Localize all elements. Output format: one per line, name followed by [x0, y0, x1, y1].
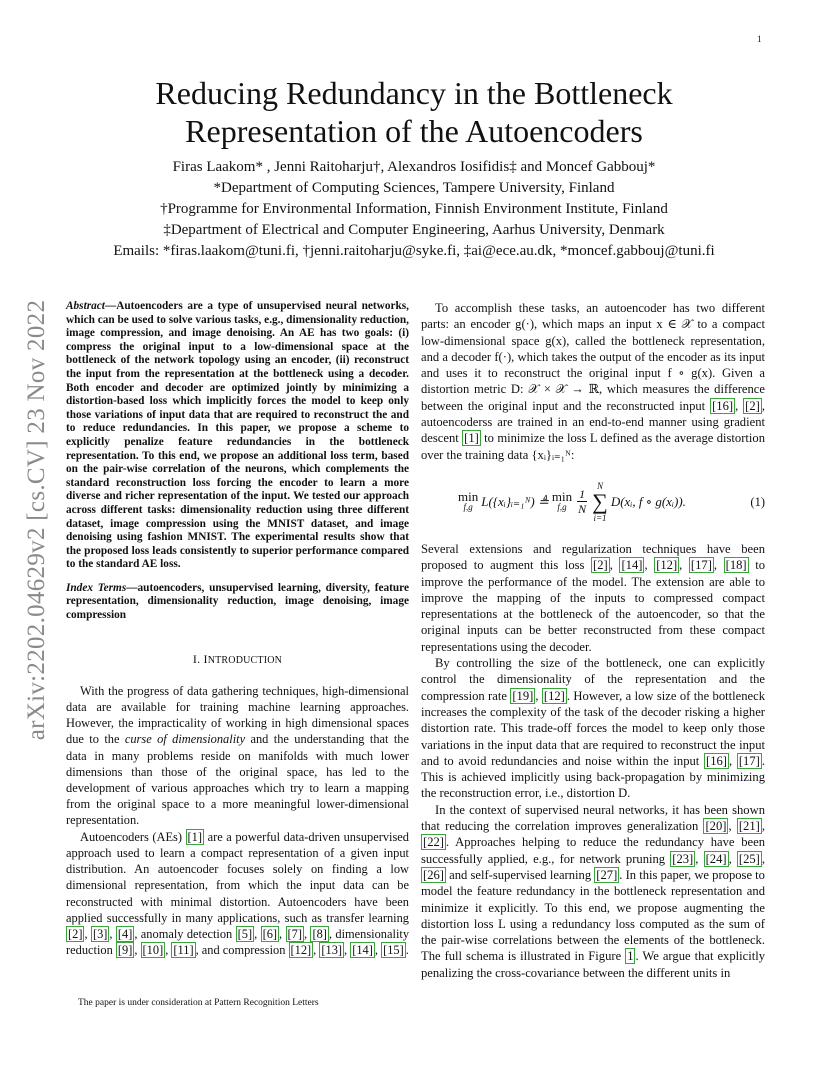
equation-body: min f,g L({xᵢ}ᵢ₌₁ᴺ) ≜ min f,g $\frac{1}{N}$ N ∑ i=1 D(xᵢ, f ∘ g(xᵢ)).: [458, 480, 686, 523]
left-column: [66, 300, 409, 958]
citation-link[interactable]: [18]: [725, 558, 747, 573]
citation-link[interactable]: [2]: [745, 398, 760, 413]
body-paragraph-2: Several extensions and regularization techniques have been proposed to augment this loss [2] , [14] , [12] , [17] , [18] to improve the performance of the model. The extension are able to improve the mapping of the inputs to compressed compact representations at the bottleneck of the autoencoder, so that the original inputs can be better reconstructed from these compact representations using the decoder.: [421, 541, 765, 654]
citation-link[interactable]: [24]: [705, 851, 727, 866]
citation-link[interactable]: [6]: [262, 926, 278, 941]
affiliation-3: ‡Department of Electrical and Computer Engineering, Aarhus University, Denmark: [163, 222, 665, 238]
citation-link[interactable]: [3]: [92, 926, 108, 941]
citation-link[interactable]: [2]: [68, 926, 83, 941]
citation-link[interactable]: [19]: [512, 688, 534, 703]
arxiv-stamp: [24, 280, 50, 760]
index-terms: [66, 582, 409, 623]
author-emails: Emails: *firas.laakom@tuni.fi, †jenni.raitoharju@syke.fi, ‡ai@ece.au.dk, *moncef.gabbouj@tuni.fi: [113, 243, 715, 259]
citation-link[interactable]: [12]: [290, 943, 312, 958]
citation-link[interactable]: [26]: [423, 867, 444, 882]
affiliation-2: †Programme for Environmental Information, Finnish Environment Institute, Finland: [160, 201, 668, 217]
citation-link[interactable]: [13]: [321, 943, 343, 958]
citation-link[interactable]: [15]: [383, 943, 404, 958]
abstract: [66, 300, 409, 572]
author-names: Firas Laakom* , Jenni Raitoharju†, Alexandros Iosifidis‡ and Moncef Gabbouj*: [172, 159, 656, 175]
affiliation-1: *Department of Computing Sciences, Tampere University, Finland: [213, 180, 615, 196]
citation-link[interactable]: [20]: [705, 819, 727, 834]
paper-title: [0, 74, 828, 150]
citation-link[interactable]: [16]: [706, 753, 727, 768]
citation-link[interactable]: [10]: [142, 943, 164, 958]
citation-link[interactable]: [16]: [712, 398, 734, 413]
citation-link[interactable]: [8]: [312, 926, 327, 941]
abstract-text: —Autoencoders are a type of unsupervised neural networks, which can be used to solve various tasks, e.g., dimensionality reduction, image compression, and image denoising. An AE has two goals: (i) compress the original input to a low-dimensional space at the bottleneck of the network topology using an encoder, (ii) reconstruct the input from the representation at the bottleneck using a decoder. Both encoder and decoder are optimized jointly by minimizing a distortion-based loss which implicitly forces the model to keep only those variations of input data that are required to reconstruct the and to reduce redundancies. In this paper, we propose a scheme to explicitly penalize feature redundancies in the bottleneck representation. To this end, we propose an additional loss term, based on the pair-wise correlation of the neurons, which complements the standard reconstruction loss forcing the encoder to learn a more diverse and richer representation of the input. We tested our approach across different tasks: dimensionality reduction using three different dataset, image compression using the MNIST dataset, and image denoising using fashion MNIST. The experimental results show that the proposed loss leads consistently to superior performance compared to the standard AE loss.: [66, 300, 409, 571]
author-block: [0, 157, 828, 262]
citation-link[interactable]: [1]: [464, 431, 479, 446]
equation-1: [421, 471, 765, 533]
citation-link[interactable]: [9]: [117, 943, 133, 958]
citation-link[interactable]: [4]: [117, 926, 133, 941]
index-terms-text: —autoencoders, unsupervised learning, diversity, feature representation, dimensionality reduction, image denoising, image compression: [66, 581, 409, 622]
intro-paragraph-2: Autoencoders (AEs) [1] are a powerful data-driven unsupervised approach used to learn a compact representation of a given input distribution. An autoencoder focuses solely on finding a low dimensional representation, from which the input data can be reconstructed with minimal distortion. Autoencoders have been applied successfully in many applications, such as transfer learning [2] , [3] , [4] , anomaly detection [5] , [6] , [7] , [8] , dimensionality reduction [9] , [10] , [11] , and compression [12] , [13] , [14] , [15] .: [66, 829, 410, 958]
body-paragraph-1: To accomplish these tasks, an autoencoder has two different parts: an encoder g(·), which maps an input x ∈ 𝒳 to a compact low-dimensional space g(x), called the bottleneck representation, and a decoder f(·), which takes the output of the encoder as its input and uses it to reconstruct the original input f ∘ g(x). Given a distortion metric D: 𝒳 × 𝒳 → ℝ, which measures the difference between the original input and the reconstructed input [16] , [2] , autoencoderss are trained in an end-to-end manner using gradient descent [1] to minimize the loss L defined as the average distortion over the training data {xᵢ}ᵢ₌₁ᴺ:: [421, 301, 765, 462]
title-line-2: Representation of the Autoencoders: [185, 113, 643, 149]
figure-link[interactable]: 1: [627, 949, 634, 964]
title-line-1: Reducing Redundancy in the Bottleneck: [155, 75, 673, 111]
citation-link[interactable]: [22]: [423, 835, 444, 850]
citation-link[interactable]: [14]: [621, 558, 643, 573]
equation-number: (1): [750, 494, 765, 509]
right-column: [421, 300, 765, 981]
citation-link[interactable]: [1]: [187, 829, 202, 844]
body-paragraph-4: In the context of supervised neural networks, it has been shown that reducing the correlation improves generalization [20] , [21] , [22] . Approaches helping to reduce the redundancy have been successfully applied, e.g., for network pruning [23] , [24] , [25] , [26] and self-supervised learning [27] . In this paper, we propose to model the feature redundancy in the bottleneck representation and minimize it explicitly. To this end, we propose augmenting the distortion loss L using a redundancy loss computed as the sum of the pair-wise correlations between the elements of the bottleneck. The full schema is illustrated in Figure 1 . We argue that explicitly penalizing the cross-covariance between the different units in: [421, 802, 766, 980]
citation-link[interactable]: [17]: [690, 558, 712, 573]
citation-link[interactable]: [25]: [738, 851, 760, 866]
body-paragraph-3: By controlling the size of the bottleneck, one can explicitly control the dimensionality of the representation and the compression rate [19] , [12] . However, a low size of the bottleneck increases the complexity of the task of the decoder risking a higher distortion rate. This trade-off forces the model to keep only those variations in the input data that are required to reconstruct the input and to avoid redundancies and noise within the input [16] , [17] . This is achieved implicitly using back-propagation by minimizing the reconstruction error, i.e., distortion D.: [421, 656, 766, 801]
citation-link[interactable]: [12]: [656, 558, 678, 573]
citation-link[interactable]: [5]: [237, 926, 253, 941]
citation-link[interactable]: [21]: [738, 819, 760, 834]
section-heading-introduction: I. INTRODUCTION: [192, 651, 283, 666]
citation-link[interactable]: [27]: [596, 867, 618, 882]
citation-link[interactable]: [23]: [672, 851, 694, 866]
citation-link[interactable]: [11]: [173, 943, 194, 958]
citation-link[interactable]: [2]: [593, 558, 608, 573]
intro-paragraph-1: With the progress of data gathering techniques, high-dimensional data are available for training machine learning approaches. However, the impracticality of working in high dimensional spaces due to the curse of dimensionality and the understanding that the data in many problems reside on manifolds with much lower dimensions than those of the original space, has led to the development of various approaches which try to learn a mapping from the original space to a more meaningful lower-dimensional representation.: [66, 683, 410, 828]
citation-link[interactable]: [17]: [738, 753, 760, 768]
citation-link[interactable]: [14]: [352, 943, 373, 958]
abstract-label: Abstract: [66, 300, 105, 312]
arxiv-stamp-text: arXiv:2202.04629v2 [cs.CV] 23 Nov 2022: [23, 299, 50, 741]
footnote: The paper is under consideration at Pattern Recognition Letters: [78, 998, 319, 1008]
page-number: 1: [757, 34, 762, 44]
citation-link[interactable]: [12]: [543, 688, 565, 703]
index-terms-label: Index Terms: [66, 581, 127, 594]
citation-link[interactable]: [7]: [287, 926, 302, 941]
